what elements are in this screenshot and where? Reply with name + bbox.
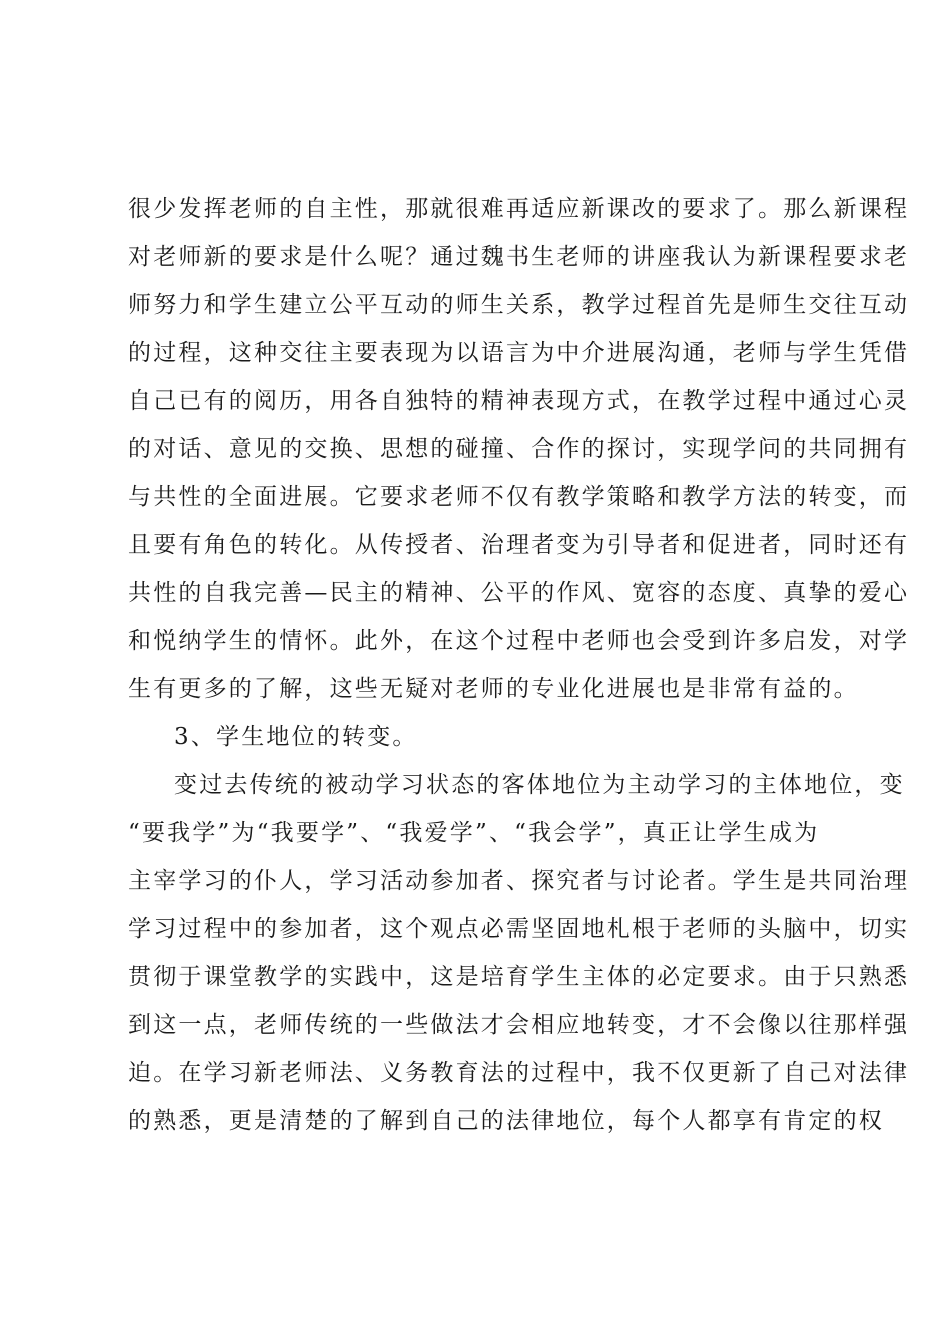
text-line: 生有更多的了解，这些无疑对老师的专业化进展也是非常有益的。 bbox=[128, 676, 859, 702]
text-line: 学习过程中的参加者，这个观点必需坚固地札根于老师的头脑中，切实 bbox=[128, 916, 910, 942]
document-body bbox=[128, 185, 910, 1145]
section-heading: 3、学生地位的转变。 bbox=[174, 724, 418, 750]
text-line: 与共性的全面进展。它要求老师不仅有教学策略和教学方法的转变，而 bbox=[128, 484, 910, 510]
text-line: 的熟悉，更是清楚的了解到自己的法律地位，每个人都享有肯定的权 bbox=[128, 1108, 884, 1134]
paragraph-first-line: 变过去传统的被动学习状态的客体地位为主动学习的主体地位，变 bbox=[174, 772, 905, 798]
text-line: 主宰学习的仆人，学习活动参加者、探究者与讨论者。学生是共同治理 bbox=[128, 868, 910, 894]
text-line: 的对话、意见的交换、思想的碰撞、合作的探讨，实现学问的共同拥有 bbox=[128, 436, 910, 462]
text-line: 到这一点，老师传统的一些做法才会相应地转变，才不会像以往那样强 bbox=[128, 1012, 910, 1038]
text-line: 且要有角色的转化。从传授者、治理者变为引导者和促进者，同时还有 bbox=[128, 532, 910, 558]
text-line: 对老师新的要求是什么呢？通过魏书生老师的讲座我认为新课程要求老 bbox=[128, 244, 910, 270]
text-line: 贯彻于课堂教学的实践中，这是培育学生主体的必定要求。由于只熟悉 bbox=[128, 964, 910, 990]
text-line: 共性的自我完善—民主的精神、公平的作风、宽容的态度、真挚的爱心 bbox=[128, 580, 910, 606]
text-line: 很少发挥老师的自主性，那就很难再适应新课改的要求了。那么新课程 bbox=[128, 196, 910, 222]
text-line: 的过程，这种交往主要表现为以语言为中介进展沟通，老师与学生凭借 bbox=[128, 340, 910, 366]
text-line: “要我学”为“我要学”、“我爱学”、“我会学”，真正让学生成为 bbox=[128, 820, 820, 846]
text-line: 迫。在学习新老师法、义务教育法的过程中，我不仅更新了自己对法律 bbox=[128, 1060, 910, 1086]
text-line: 自己已有的阅历，用各自独特的精神表现方式，在教学过程中通过心灵 bbox=[128, 388, 910, 414]
text-line: 和悦纳学生的情怀。此外，在这个过程中老师也会受到许多启发，对学 bbox=[128, 628, 910, 654]
text-line: 师努力和学生建立公平互动的师生关系，教学过程首先是师生交往互动 bbox=[128, 292, 910, 318]
